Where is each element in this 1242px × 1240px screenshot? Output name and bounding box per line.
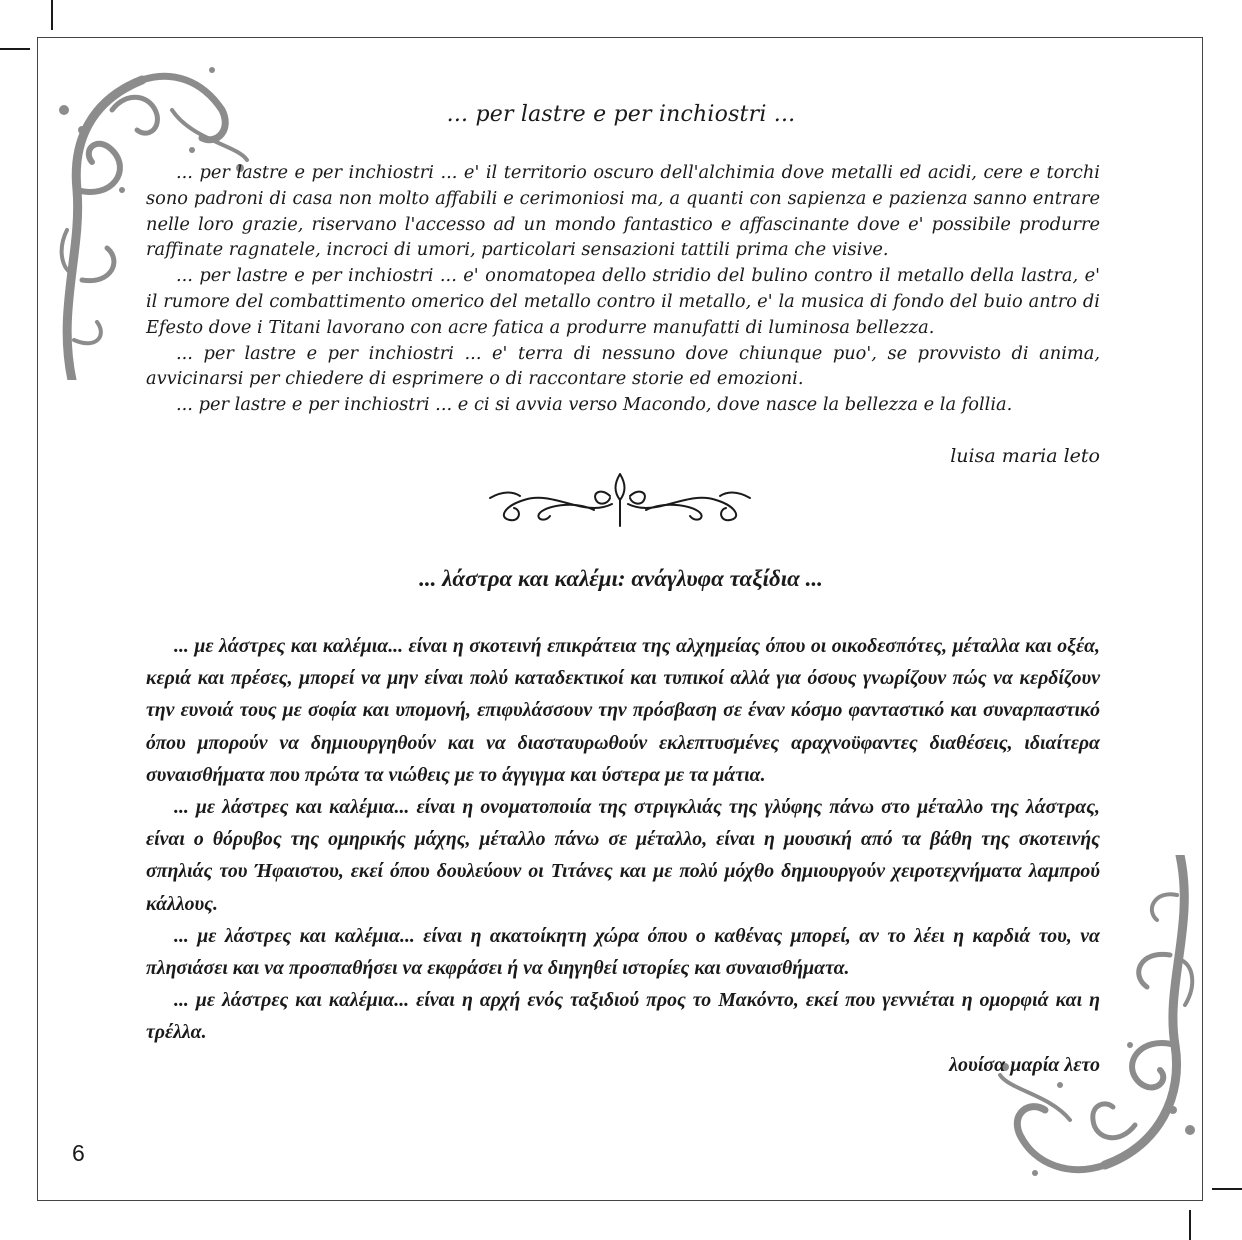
- crop-mark-bottom-right-horizontal: [1212, 1188, 1242, 1190]
- italian-signature: luisa maria leto: [950, 445, 1100, 467]
- italian-title: ... per lastre e per inchiostri ...: [446, 102, 796, 127]
- greek-title: ... λάστρα και καλέμι: ανάγλυφα ταξίδια ...: [419, 566, 823, 591]
- greek-paragraph: ... με λάστρες και καλέμια... είναι η ακατοίκητη χώρα όπου ο καθένας μπορεί, αν το λέει η καρδιά του, να πλησιάσει και να προσπαθήσει να εκφράσει ή να διηγηθεί ιστορίες και συναισθήματα.: [146, 924, 1100, 980]
- greek-paragraph: ... με λάστρες και καλέμια... είναι η σκοτεινή επικράτεια της αλχημείας όπου οι οικοδεσπότες, μέταλλα και οξέα, κεριά και πρέσες, μπορεί να μην είναι πολύ καταδεκτικοί και τυπικοί αλλά για όσους γνωρίζουν πώς να κερδίζουν την ευνοιά τους με σοφία και υπομονή, επιφυλάσσουν την πρόσβαση σε έναν κόσμο φανταστικό και συναρπαστικό όπου μπορούν να δημιουργηθούν και να διασταυρωθούν εκλεπτυσμένες αραχνοϋφαντες διαθέσεις, ιδιαίτερα συναισθήματα που πρώτα τα νιώθεις με το άγγιγμα και ύστερα με τα μάτια.: [146, 635, 1100, 786]
- crop-mark-top-left-vertical: [51, 0, 53, 30]
- italian-paragraph: ... per lastre e per inchiostri ... e' il territorio oscuro dell'alchimia dove metalli ed acidi, cere e torchi sono padroni di casa non molto affabili e cerimoniosi ma, a quanti con sapienza e pazienza sanno entrare nelle loro grazie, riservano l'accesso ad un mondo fantastico e affascinante dove e' possibile produrre raffinate ragnatele, incroci di umori, particolari sensazioni tattili prima che visive.: [146, 162, 1100, 261]
- greek-paragraph: ... με λάστρες και καλέμια... είναι η αρχή ενός ταξιδιού προς το Μακόντο, εκεί που γεννιέται η ομορφιά και η τρέλλα.: [146, 989, 1100, 1044]
- italian-body: [146, 160, 1100, 418]
- center-divider-flourish-icon: [484, 470, 756, 530]
- page-number: 6: [72, 1140, 85, 1166]
- crop-mark-bottom-right-vertical: [1189, 1210, 1191, 1240]
- greek-body: [146, 630, 1100, 1049]
- italian-paragraph: ... per lastre e per inchiostri ... e' onomatopea dello stridio del bulino contro il metallo della lastra, e' il rumore del combattimento omerico del metallo contro il metallo, e' la musica di fondo del buio antro di Efesto dove i Titani lavorano con acre fatica a produrre manufatti di luminosa bellezza.: [146, 265, 1100, 338]
- greek-signature: λουίσα μαρία λετο: [949, 1054, 1100, 1076]
- greek-paragraph: ... με λάστρες και καλέμια... είναι η ονοματοποιία της στριγκλιάς της γλύφης πάνω στο μέταλλο της λάστρας, είναι ο θόρυβος της ομηρικής μάχης, μέταλλο πάνω σε μέταλλο, είναι η μουσική από τα βάθη της σκοτεινής σπηλιάς του Ήφαιστου, εκεί όπου δουλεύουν οι Τιτάνες και με πολύ μόχθο δημιουργούν χειροτεχνήματα λαμπρού κάλλους.: [146, 796, 1100, 915]
- italian-paragraph: ... per lastre e per inchiostri ... e' terra di nessuno dove chiunque puo', se provvisto di anima, avvicinarsi per chiedere di esprimere o di raccontare storie ed emozioni.: [146, 342, 1100, 390]
- italian-paragraph: ... per lastre e per inchiostri ... e ci si avvia verso Macondo, dove nasce la bellezza e la follia.: [176, 394, 1013, 416]
- crop-mark-top-left-horizontal: [0, 48, 30, 50]
